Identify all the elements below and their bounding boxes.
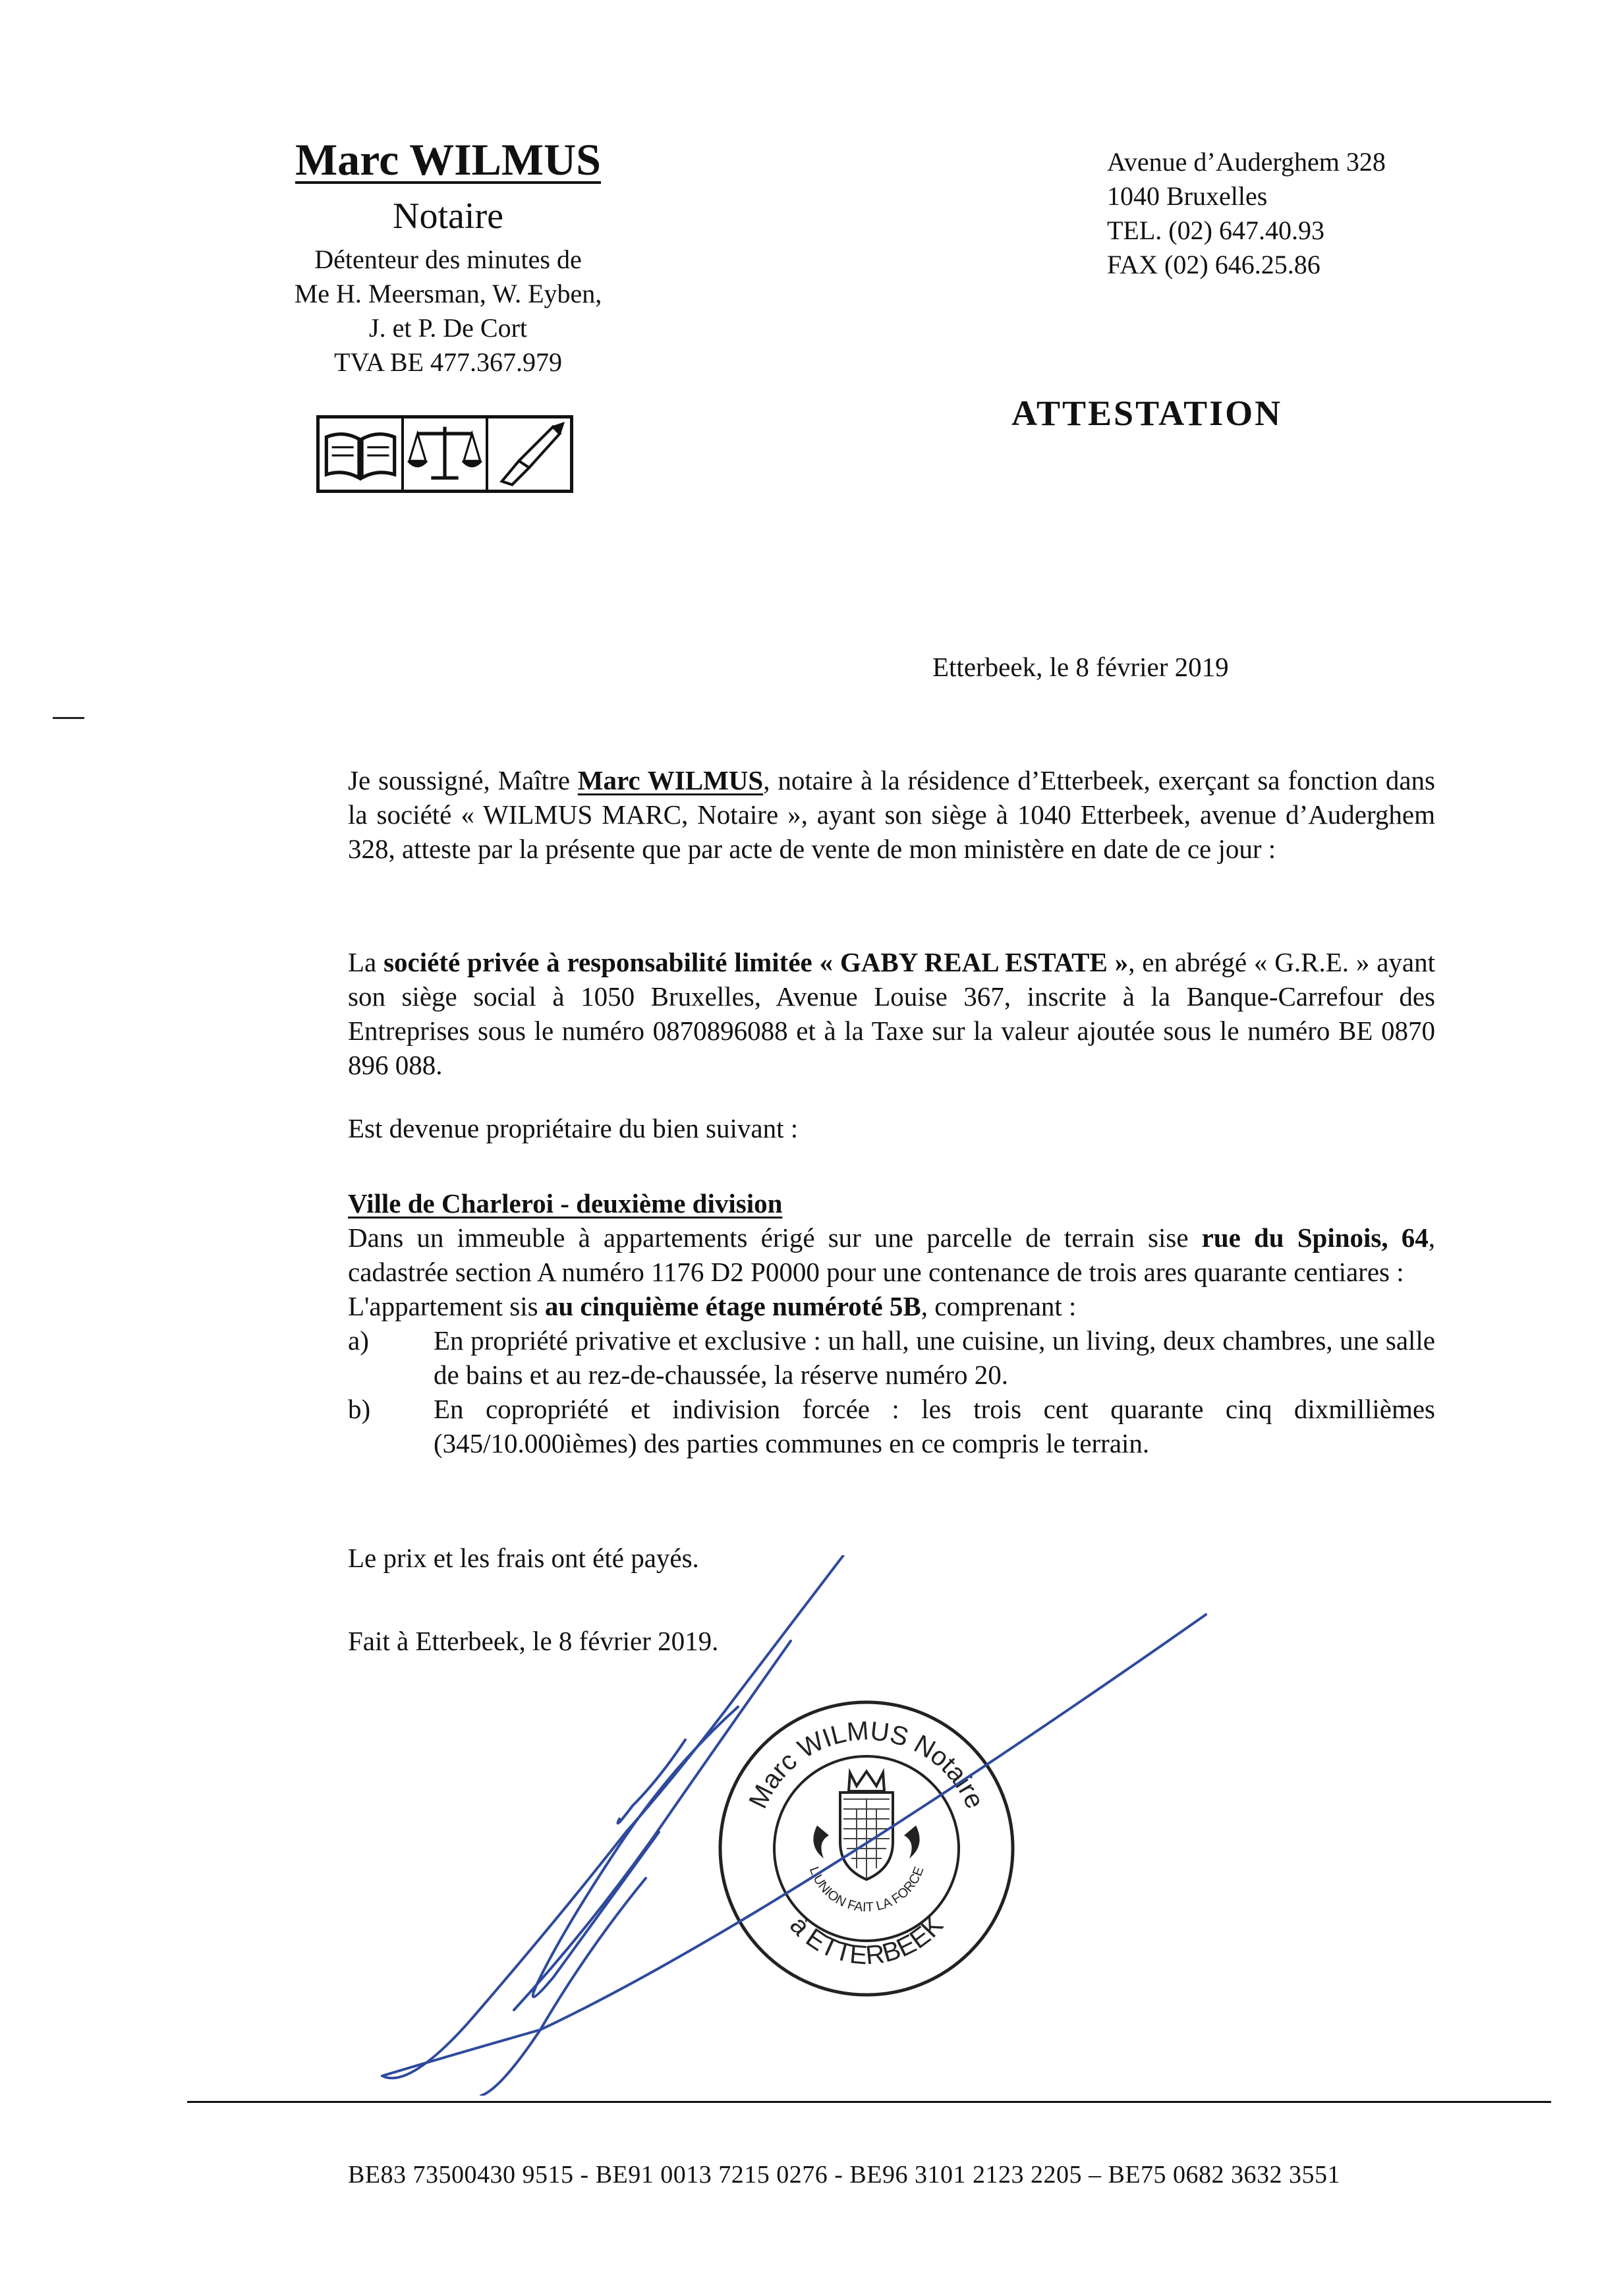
phone-number: TEL. (02) 647.40.93: [1107, 215, 1324, 245]
header-line: J. et P. De Cort: [369, 313, 527, 343]
notary-name-inline: Marc WILMUS: [577, 765, 764, 795]
property-address: rue du Spinois, 64: [1201, 1222, 1429, 1253]
list-item: [348, 1392, 1435, 1460]
scales-icon: [404, 418, 488, 490]
list-item: [348, 1323, 1435, 1392]
intro-paragraph: [348, 763, 1435, 866]
buyer-text: , en abrégé « G.R.E. » ayant son siège social à 1050 Bruxelles, Avenue Louise 367, inscrite à la Banque-Carrefour des Entreprises sous le numéro 0870896088 et à la Taxe sur la valeur ajoutée sous le numéro BE 0870 896 088.: [348, 947, 1435, 1080]
handwritten-signature: [369, 1555, 1212, 2096]
intro-text: Je soussigné, Maître: [348, 765, 578, 795]
seal-motto: L'UNION FAIT LA FORCE: [806, 1864, 927, 1915]
payment-statement: Le prix et les frais ont été payés.: [348, 1543, 699, 1573]
apartment-text: , comprenant :: [921, 1291, 1077, 1321]
notary-name: Marc WILMUS: [295, 134, 601, 185]
header-line: Détenteur des minutes de: [314, 244, 582, 274]
property-text: Dans un immeuble à appartements érigé sur une parcelle de terrain sise: [348, 1222, 1202, 1253]
buyer-text: La: [348, 947, 384, 977]
vat-number: TVA BE 477.367.979: [334, 347, 562, 377]
open-book-icon: [320, 418, 404, 490]
document-title: ATTESTATION: [1011, 393, 1283, 433]
seal-bottom-text: à ETTERBEEK: [784, 1910, 949, 1970]
ownership-statement: Est devenue propriétaire du bien suivant :: [348, 1113, 799, 1143]
fax-number: FAX (02) 646.25.86: [1107, 250, 1321, 279]
intro-text: , notaire à la résidence d’Etterbeek, exerçant sa fonction dans la société « WILMUS MARC, Notaire », ayant son siège à 1040 Etterbeek, avenue d’Auderghem 328, atteste par la présente que par acte de vente de mon ministère en date de ce jour :: [348, 765, 1435, 864]
notary-header: [250, 132, 646, 380]
buyer-company: société privée à responsabilité limitée « GABY REAL ESTATE »: [383, 947, 1129, 977]
address-street: Avenue d’Auderghem 328: [1107, 147, 1386, 177]
place-date-signature: Fait à Etterbeek, le 8 février 2019.: [348, 1626, 719, 1656]
buyer-paragraph: [348, 945, 1435, 1082]
margin-mark: [53, 717, 84, 719]
notary-emblem: [316, 415, 573, 493]
notary-title: Notaire: [393, 196, 503, 237]
apartment-text: L'appartement sis: [348, 1291, 545, 1321]
seal-top-text: Marc WILMUS Notaire: [743, 1716, 990, 1813]
address-city: 1040 Bruxelles: [1107, 181, 1268, 211]
item-text: En copropriété et indivision forcée : les trois cent quarante cinq dixmillièmes (345/10.000ièmes) des parties communes en ce compris le terrain.: [434, 1394, 1435, 1458]
property-location: [348, 1220, 1435, 1289]
notary-address: [1107, 145, 1386, 282]
apartment-line: [348, 1289, 1435, 1323]
item-label: a): [348, 1325, 369, 1356]
pen-hand-icon: [488, 418, 570, 490]
apartment-floor: au cinquième étage numéroté 5B: [544, 1291, 921, 1321]
header-line: Me H. Meersman, W. Eyben,: [294, 279, 602, 308]
property-text: , cadastrée section A numéro 1176 D2 P0000 pour une contenance de trois ares quarante centiares :: [348, 1222, 1435, 1287]
date-line: Etterbeek, le 8 février 2019: [932, 652, 1229, 682]
item-label: b): [348, 1394, 371, 1424]
property-description: [348, 1186, 1435, 1460]
footer-divider: [187, 2101, 1551, 2103]
item-text: En propriété privative et exclusive : un hall, une cuisine, un living, deux chambres, une salle de bains et au rez-de-chaussée, la réserve numéro 20.: [434, 1325, 1435, 1390]
property-heading: Ville de Charleroi - deuxième division: [348, 1188, 783, 1219]
bank-accounts: BE83 73500430 9515 - BE91 0013 7215 0276 - BE96 3101 2123 2205 – BE75 0682 3632 3551: [348, 2161, 1341, 2189]
